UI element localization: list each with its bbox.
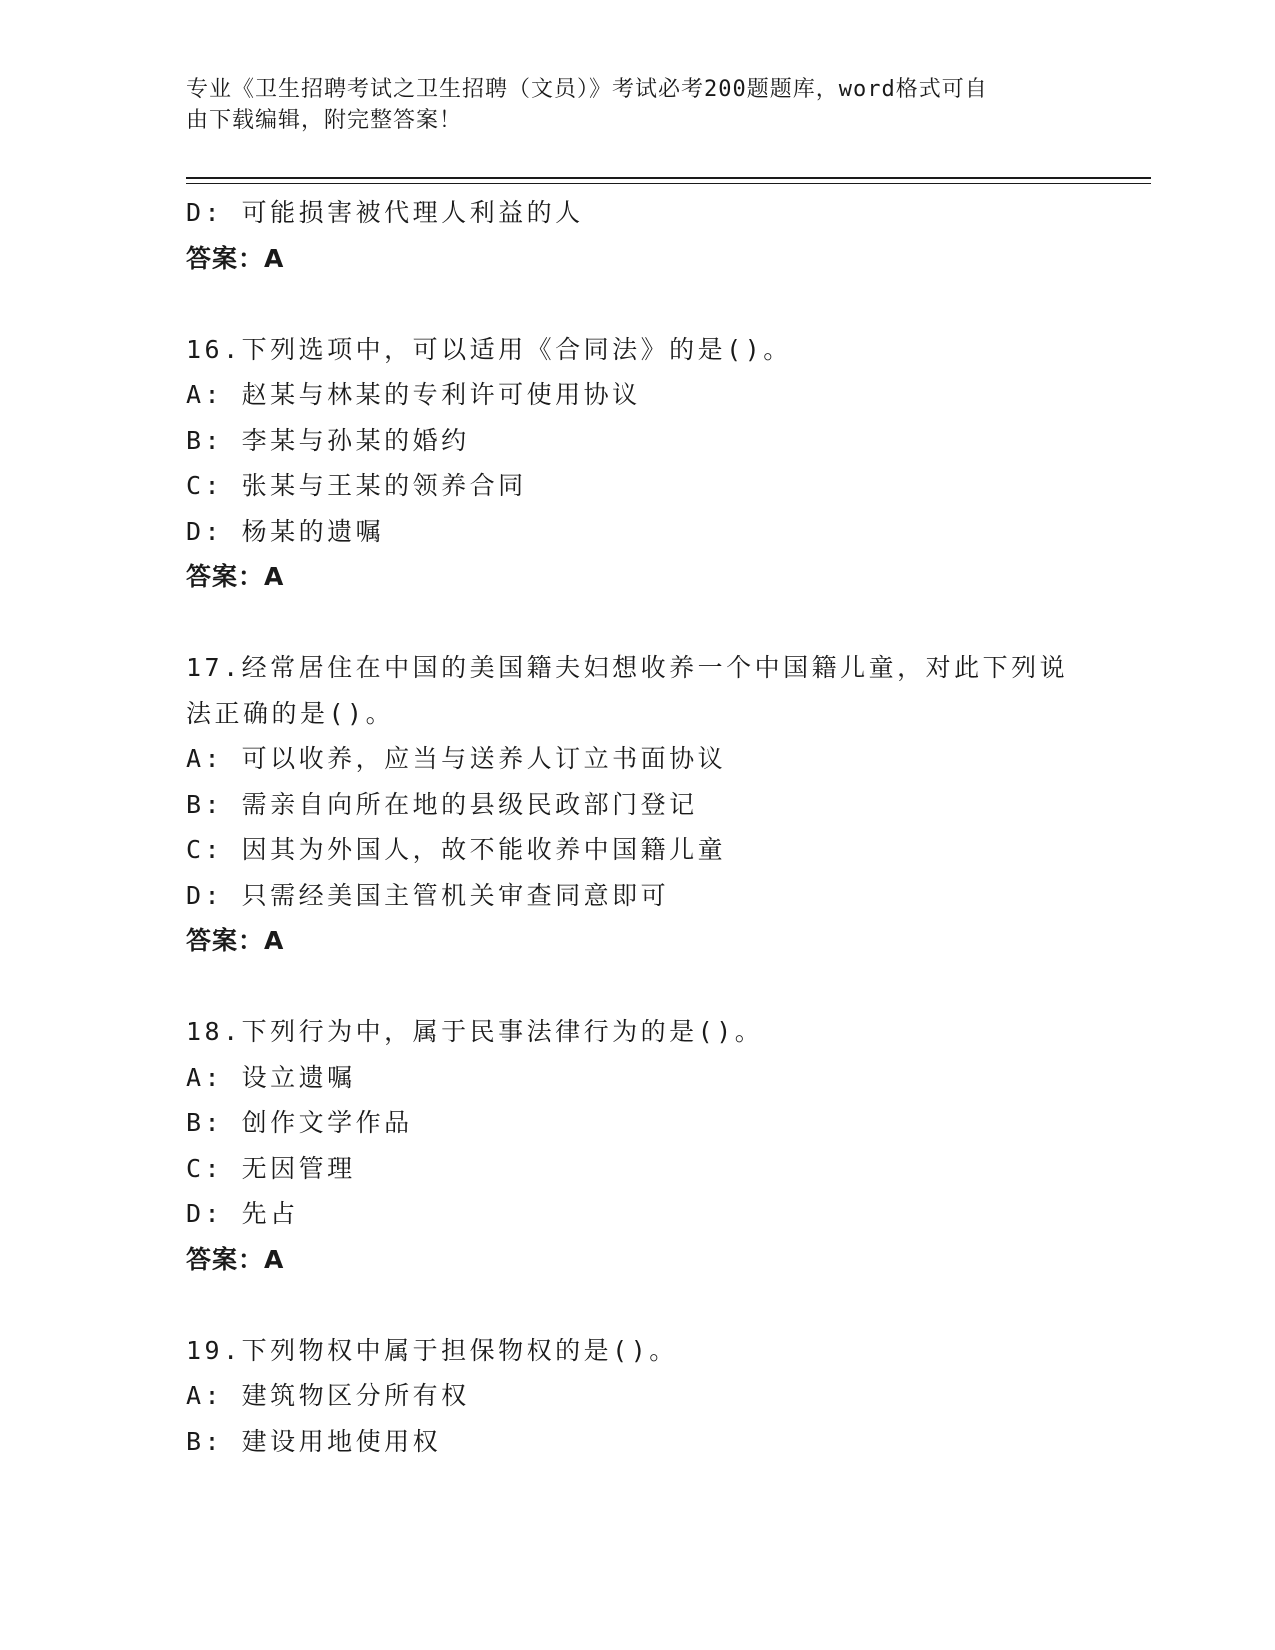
option-b: B: 李某与孙某的婚约 bbox=[186, 425, 470, 455]
header-line-1: 专业《卫生招聘考试之卫生招聘（文员）》考试必考200题题库，word格式可自 bbox=[186, 77, 988, 102]
question-list bbox=[186, 190, 1086, 1464]
option-a: A: 设立遗嘱 bbox=[186, 1062, 356, 1092]
answer-line: 答案：A bbox=[186, 1244, 285, 1274]
spacer bbox=[186, 281, 1086, 327]
option-b: B: 创作文学作品 bbox=[186, 1108, 413, 1137]
answer-line: 答案：A bbox=[186, 926, 285, 955]
option-c: C: 张某与王某的领养合同 bbox=[186, 471, 527, 500]
document-header bbox=[186, 74, 1066, 136]
answer-line: 答案：A bbox=[186, 243, 285, 273]
header-line-2: 由下载编辑，附完整答案！ bbox=[186, 108, 463, 133]
question-fragment bbox=[186, 190, 1086, 281]
answer-line: 答案：A bbox=[186, 562, 285, 591]
option-d: D: 只需经美国主管机关审查同意即可 bbox=[186, 880, 670, 910]
spacer bbox=[186, 600, 1086, 646]
option-b: B: 需亲自向所在地的县级民政部门登记 bbox=[186, 789, 698, 819]
question-19 bbox=[186, 1328, 1086, 1465]
question-16 bbox=[186, 327, 1086, 600]
option-a: A: 可以收养，应当与送养人订立书面协议 bbox=[186, 744, 727, 773]
option-a: A: 建筑物区分所有权 bbox=[186, 1381, 470, 1410]
option-d: D: 杨某的遗嘱 bbox=[186, 516, 385, 546]
question-stem: 19.下列物权中属于担保物权的是()。 bbox=[186, 1335, 678, 1365]
question-17 bbox=[186, 645, 1086, 964]
question-18 bbox=[186, 1009, 1086, 1282]
spacer bbox=[186, 1282, 1086, 1328]
question-stem-continued: 法正确的是()。 bbox=[186, 698, 395, 728]
option-d: D: 可能损害被代理人利益的人 bbox=[186, 198, 584, 227]
option-c: C: 无因管理 bbox=[186, 1153, 356, 1183]
question-stem: 18.下列行为中，属于民事法律行为的是()。 bbox=[186, 1017, 764, 1046]
header-divider-thin bbox=[186, 183, 1151, 184]
question-stem: 17.经常居住在中国的美国籍夫妇想收养一个中国籍儿童，对此下列说 bbox=[186, 653, 1069, 682]
option-c: C: 因其为外国人，故不能收养中国籍儿童 bbox=[186, 835, 727, 864]
option-d: D: 先占 bbox=[186, 1199, 299, 1228]
spacer bbox=[186, 964, 1086, 1010]
option-b: B: 建设用地使用权 bbox=[186, 1426, 442, 1456]
question-stem: 16.下列选项中，可以适用《合同法》的是()。 bbox=[186, 334, 792, 364]
header-divider-thick bbox=[186, 177, 1151, 179]
option-a: A: 赵某与林某的专利许可使用协议 bbox=[186, 380, 641, 409]
